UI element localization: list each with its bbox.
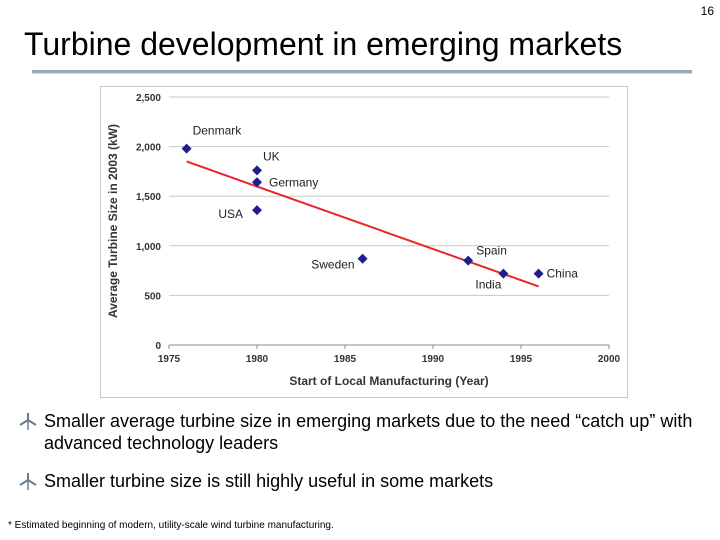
trendline (187, 161, 539, 286)
y-tick-label: 2,000 (135, 142, 161, 154)
x-axis-label: Start of Local Manufacturing (Year) (289, 374, 489, 388)
data-point (252, 205, 262, 215)
point-label: UK (263, 149, 280, 164)
chart-svg (101, 87, 627, 397)
x-tick-label: 2000 (597, 354, 621, 365)
y-tick-label: 2,500 (135, 93, 161, 104)
y-axis-label: Average Turbine Size in 2003 (kW) (106, 123, 120, 319)
point-label: China (546, 266, 578, 281)
page-number: 16 (700, 4, 714, 18)
bullet-item (18, 470, 708, 492)
turbine-bullet-icon (18, 412, 38, 430)
point-label: USA (218, 207, 243, 222)
point-label: Sweden (311, 257, 355, 272)
data-point (463, 256, 473, 266)
data-point (182, 144, 192, 154)
scatter-chart (100, 86, 628, 398)
y-tick-label: 1,000 (135, 241, 161, 253)
bullet-text: Smaller average turbine size in emerging markets due to the need “catch up” with advanced technology leaders (44, 411, 693, 453)
footnote: * Estimated beginning of modern, utility-scale wind turbine manufacturing. (8, 520, 334, 531)
bullet-list (18, 410, 708, 508)
title-underline (32, 70, 692, 74)
point-label: Spain (476, 243, 507, 258)
turbine-bullet-icon (18, 472, 38, 490)
x-tick-label: 1985 (333, 354, 357, 365)
bullet-text: Smaller turbine size is still highly useful in some markets (44, 471, 494, 491)
data-point (358, 254, 368, 264)
data-point (252, 165, 262, 175)
bullet-item (18, 410, 708, 454)
x-tick-label: 1995 (509, 354, 533, 365)
point-label: Denmark (192, 123, 242, 138)
y-tick-label: 500 (144, 291, 161, 303)
x-tick-label: 1990 (421, 354, 445, 365)
data-point (534, 269, 544, 279)
y-tick-label: 0 (155, 341, 161, 352)
point-label: Germany (269, 175, 319, 190)
point-label: India (475, 277, 502, 292)
x-tick-label: 1975 (157, 354, 181, 365)
x-tick-label: 1980 (245, 354, 269, 365)
slide-title: Turbine development in emerging markets (24, 26, 623, 62)
y-tick-label: 1,500 (135, 192, 161, 204)
